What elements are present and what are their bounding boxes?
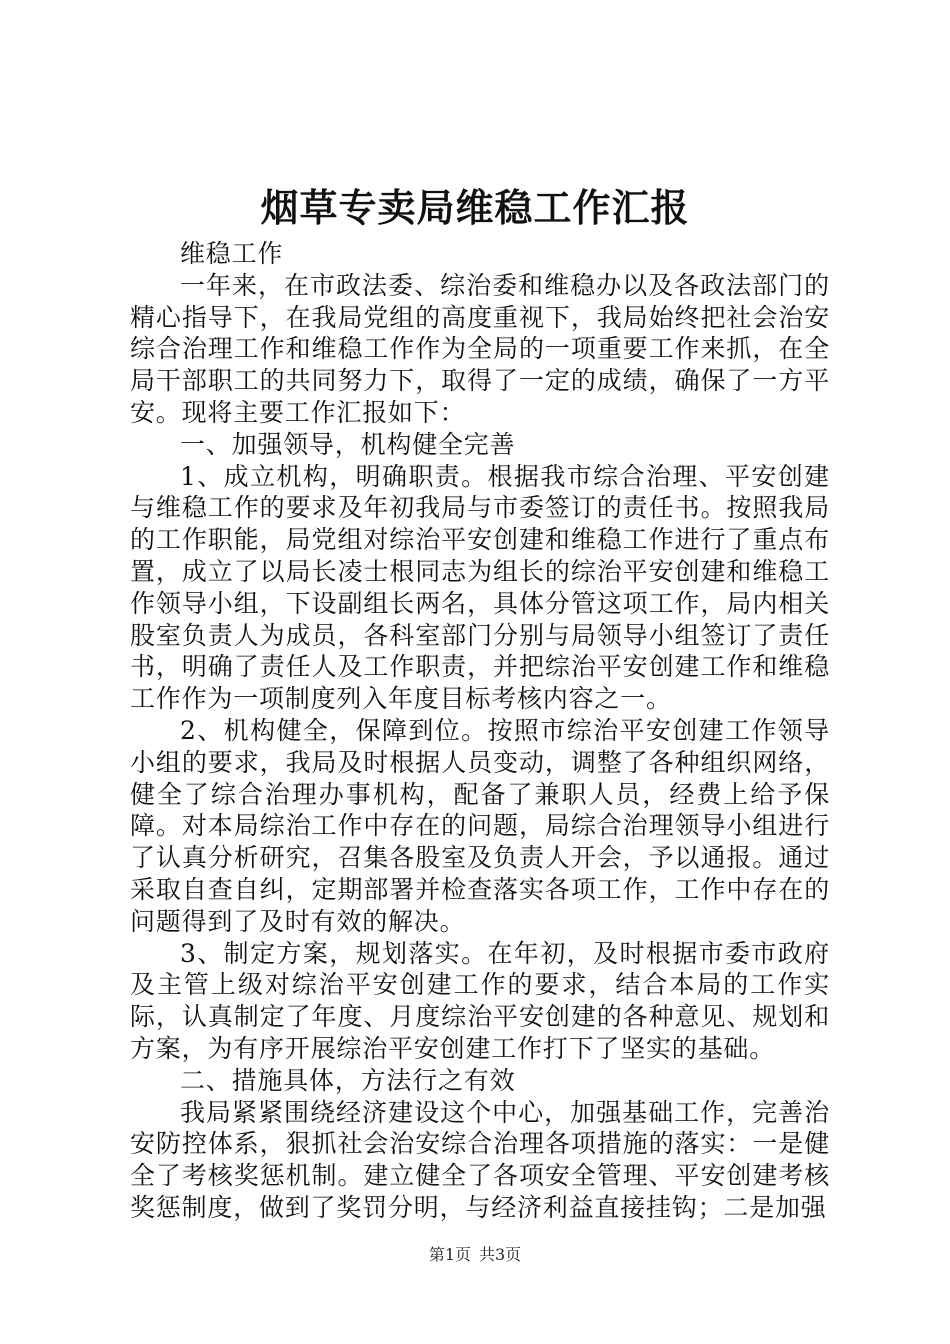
document-body xyxy=(130,238,830,1224)
document-title: 烟草专卖局维稳工作汇报 xyxy=(260,185,690,230)
body-paragraph: 2、机构健全，保障到位。按照市综治平安创建工作领导小组的要求，我局及时根据人员变动，调整了各种组织网络，健全了综合治理办事机构，配备了兼职人员，经费上给予保障。对本局综治工作中存在的问题，局综合治理领导小组进行了认真分析研究，召集各股室及负责人开会，予以通报。通过采取自查自纠，定期部署并检查落实各项工作，工作中存在的问题得到了及时有效的解决。 xyxy=(130,715,830,936)
page-total: 共3页 xyxy=(479,1245,522,1264)
section-heading: 维稳工作 xyxy=(180,239,284,268)
intro-paragraph: 一年来，在市政法委、综治委和维稳办以及各政法部门的精心指导下，在我局党组的高度重视下，我局始终把社会治安综合治理工作和维稳工作作为全局的一项重要工作来抓，在全局干部职工的共同努力下，取得了一定的成绩，确保了一方平安。现将主要工作汇报如下： xyxy=(130,270,830,427)
body-paragraph: 3、制定方案，规划落实。在年初，及时根据市委市政府及主管上级对综治平安创建工作的要求，结合本局的工作实际，认真制定了年度、月度综治平安创建的各种意见、规划和方案，为有序开展综治平安创建工作打下了坚实的基础。 xyxy=(130,938,830,1063)
page-footer xyxy=(0,1244,950,1266)
section-heading: 一、加强领导，机构健全完善 xyxy=(180,429,516,459)
body-paragraph: 我局紧紧围绕经济建设这个中心，加强基础工作，完善治安防控体系，狠抓社会治安综合治理各项措施的落实：一是健全了考核奖惩机制。建立健全了各项安全管理、平安创建考核奖惩制度，做到了奖罚分明，与经济利益直接挂钩；二是加强 xyxy=(130,1097,830,1222)
section-heading: 二、措施具体，方法行之有效 xyxy=(180,1065,516,1095)
body-paragraph: 1、成立机构，明确职责。根据我市综合治理、平安创建与维稳工作的要求及年初我局与市委签订的责任书。按照我局的工作职能，局党组对综治平安创建和维稳工作进行了重点布置，成立了以局长凌士根同志为组长的综治平安创建和维稳工作领导小组，下设副组长两名，具体分管这项工作，局内相关股室负责人为成员，各科室部门分别与局领导小组签订了责任书，明确了责任人及工作职责，并把综治平安创建工作和维稳工作作为一项制度列入年度目标考核内容之一。 xyxy=(130,461,830,714)
page-number: 第1页 xyxy=(428,1245,471,1264)
